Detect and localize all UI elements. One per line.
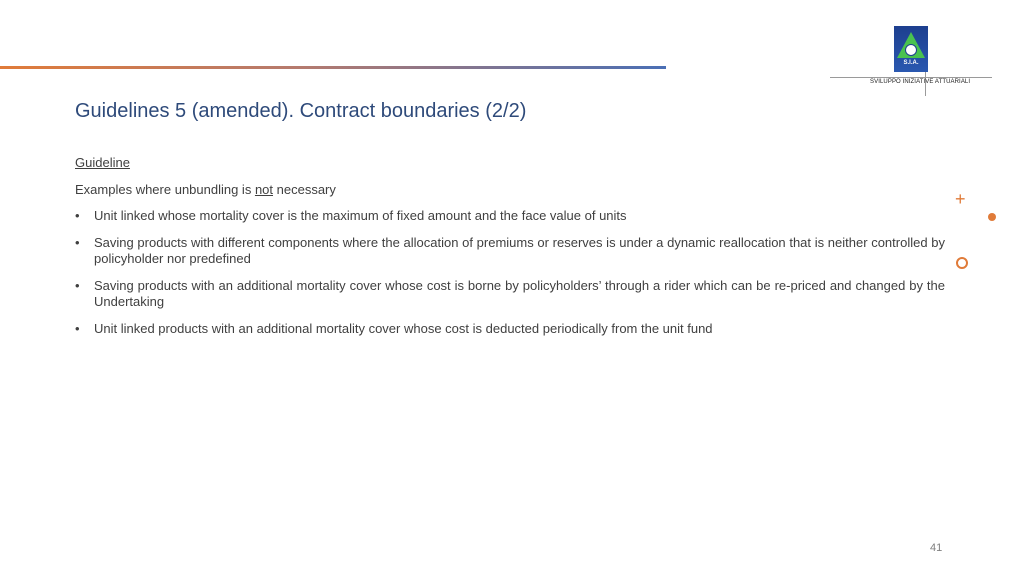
intro-before: Examples where unbundling is — [75, 182, 255, 197]
intro-emphasis: not — [254, 182, 274, 197]
page-number: 41 — [930, 542, 943, 554]
bullet-icon: • — [75, 278, 80, 293]
list-item — [75, 235, 945, 267]
logo-emblem — [894, 26, 928, 72]
dot-decoration-icon — [988, 213, 996, 221]
slide-title: Guidelines 5 (amended). Contract boundaries (2/2) — [75, 100, 527, 122]
example-list — [75, 208, 945, 348]
logo-tagline: SVILUPPO INIZIATIVE ATTUARIALI — [870, 79, 971, 85]
intro-after: necessary — [273, 182, 336, 197]
logo-circle — [905, 44, 917, 56]
list-item-text: Saving products with an additional mortality cover whose cost is borne by policyholders’ through a rider which can be re-priced and changed by the Undertaking — [94, 278, 945, 309]
list-item — [75, 321, 945, 337]
guideline-label: Guideline — [75, 155, 130, 170]
bullet-icon: • — [75, 321, 80, 336]
logo-rule — [830, 77, 992, 78]
list-item — [75, 208, 945, 224]
list-item — [75, 278, 945, 310]
plus-decoration-icon: + — [955, 189, 966, 209]
logo-initials: S.I.A. — [903, 60, 919, 66]
list-item-text: Unit linked whose mortality cover is the maximum of fixed amount and the face value of units — [94, 208, 627, 223]
ring-decoration-icon — [956, 257, 968, 269]
company-logo — [830, 26, 992, 98]
bullet-icon: • — [75, 208, 80, 223]
list-item-text: Saving products with different components where the allocation of premiums or reserves is under a dynamic reallocation that is neither controlled by policyholder nor predefined — [94, 235, 945, 266]
header-gradient-rule — [0, 66, 666, 69]
list-item-text: Unit linked products with an additional mortality cover whose cost is deducted periodically from the unit fund — [94, 321, 713, 336]
intro-text — [75, 182, 336, 197]
bullet-icon: • — [75, 235, 80, 250]
